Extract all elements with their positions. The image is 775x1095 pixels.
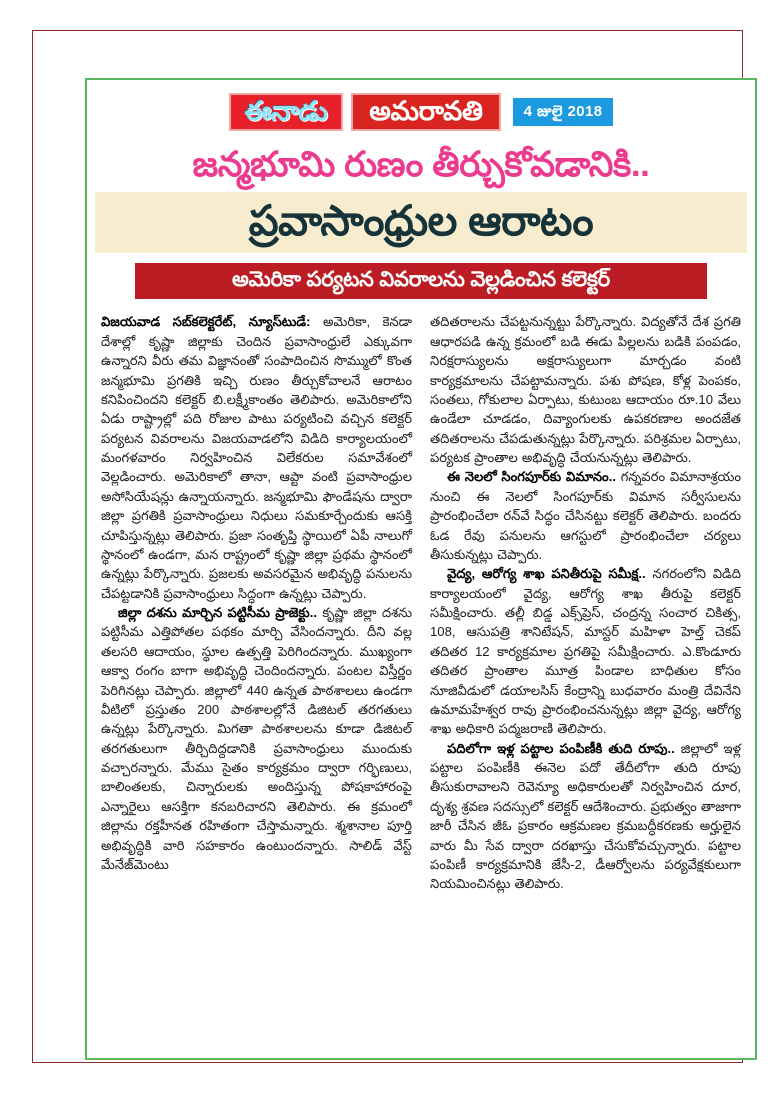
- headline-band: [95, 192, 747, 253]
- article-kicker: జన్మభూమి రుణం తీర్చుకోవడానికి..: [192, 145, 650, 184]
- paragraph-text: తదితరాలను చేపట్టనున్నట్టు పేర్కొన్నారు. విద్యతోనే దేశ ప్రగతి ఆధారపడి ఉన్న క్రమంలో బడి ఈడు పిల్లలను బడికి పంపడం, నిరక్షరాస్యులను అక్షరాస్యులుగా మార్చడం వంటి కార్యక్రమాలను చేపట్టామన్నారు. పశు పోషణ, కోళ్ల పెంపకం, సంతలు, గోకులాల ఏర్పాటు, కుటుంబ ఆదాయం రూ.10 వేలు ఉండేలా చూడడం, దివ్యాంగులకు ఉపకరణాల అందజేత తదితరాలను చేపడుతున్నట్లు పేర్కొన్నారు. పరిశ్రమల ఏర్పాటు, పర్యటక ప్రాంతాల అభివృద్ధి చేయనున్నట్లు తెలిపారు.: [430, 314, 741, 466]
- publication-logo-text: ఈనాడు: [244, 95, 328, 126]
- paragraph-text: నగరంలోని విడిది కార్యాలయంలో వైద్య, ఆరోగ్య శాఖ తీరుపై కలెక్టర్ సమీక్షించారు. తల్లీ బిడ్డ ఎక్స్‌ప్రెస్, చంద్రన్న సంచార చికిత్స, 108, ఆసుపత్రి శానిటేషన్, మాస్టర్ మహిళా హెల్త్ చెకప్ తదితర 12 కార్యక్రమాల ప్రగతిపై సమీక్షించారు. ఎ.కొండూరు తదితర ప్రాంతాల మూత్ర పిండాల బాధితుల కోసం నూజివీడులో డయాలసిస్ కేంద్రాన్ని బుధవారం మంత్రి దేవినేని ఉమామహేశ్వర రావు ప్రారంభించనున్నట్లు జిల్లా వైద్య, ఆరోగ్య శాఖ అధికారి పద్మజరాణి తెలిపారు.: [430, 566, 741, 737]
- body-column-right: [430, 312, 741, 893]
- sub-lede: వైద్య, ఆరోగ్య శాఖ పనితీరుపై సమీక్ష..: [447, 566, 646, 582]
- paragraph: [101, 603, 412, 874]
- dateline: విజయవాడ సబ్‌కలెక్టరేట్, న్యూస్‌టుడే:: [101, 314, 311, 330]
- article-headline: ప్రవాసాంధ్రుల ఆరాటం: [248, 197, 594, 245]
- edition-banner: [351, 93, 500, 131]
- edition-name: అమరావతి: [369, 95, 483, 126]
- article-subheadline: అమెరికా పర్యటన వివరాలను వెల్లడించిన కలెక్టర్: [232, 268, 610, 292]
- paragraph-text: కృష్ణా జిల్లా దశను పట్టిసీమ ఎత్తిపోతల పథకం మార్చి వేసిందన్నారు. దీని వల్ల తలసరి ఆదాయం, స్థూల ఉత్పత్తి పెరిగిందన్నారు. ముఖ్యంగా ఆక్వా రంగం బాగా అభివృద్ధి చెందిందన్నారు. పంటల విస్తీర్ణం పెరిగినట్లు చెప్పారు. జిల్లాలో 440 ఉన్నత పాఠశాలలు ఉండగా వీటిలో ప్రస్తుతం 200 పాఠశాలల్లోనే డిజిటల్ తరగతులు ఉన్నట్లు పేర్కొన్నారు. మిగతా పాఠశాలలను కూడా డిజిటల్ తరగతులుగా తీర్చిదిద్దడానికి ప్రవాసాంధ్రులు ముందుకు వచ్చారన్నారు. మేము సైతం కార్యక్రమం ద్వారా గర్భిణులు, బాలింతలకు, చిన్నారులకు అందిస్తున్న పోషకాహారంపై ఎన్నారైలు ఆసక్తిగా కనబరిచారని తెలిపారు. ఈ క్రమంలో జిల్లాను రక్తహీనత రహితంగా చేస్తామన్నారు. శ్మశానాల పూర్తి అభివృద్ధికి వారి సహకారం ఉంటుందన్నారు. సాలిడ్ వేస్ట్ మేనేజ్‌మెంటు: [101, 605, 412, 872]
- masthead: [87, 89, 755, 135]
- paragraph-text: జిల్లాలో ఇళ్ల పట్టాల పంపిణీకి ఈనెల పదో తేదీలోగా తుది రూపు తీసుకురావాలని రెవెన్యూ అధికారులతో నిర్వహించిన దూర, దృశ్య శ్రవణ సదస్సులో కలెక్టర్ ఆదేశించారు. ప్రభుత్వం తాజాగా జారీ చేసిన జీఓ ప్రకారం ఆక్రమణల క్రమబద్ధీకరణకు అర్హులైన వారు మీ సేవ ద్వారా దరఖాస్తు చేసుకోవచ్చున్నారు. పట్టాల పంపిణీ కార్యక్రమానికి జేసీ-2, డీఆర్వోలను పర్యవేక్షకులుగా నియమించినట్లు తెలిపారు.: [430, 740, 742, 892]
- paragraph-text: అమెరికా, కెనడా దేశాల్లో కృష్ణా జిల్లాకు చెందిన ప్రవాసాంధ్రులే ఎక్కువగా ఉన్నారని వీరు తమ విజ్ఞానంతో సంపాదించిన సొమ్ములో కొంత జన్మభూమి ప్రగతికి ఇచ్చి రుణం తీర్చుకోవాలనే ఆరాటం కనిపించిందని కలెక్టర్ బి.లక్ష్మీకాంతం తెలిపారు. అమెరికాలోని ఏడు రాష్ట్రాల్లో పది రోజుల పాటు పర్యటించి వచ్చిన కలెక్టర్ పర్యటన వివరాలను విజయవాడలోని విడిది కార్యాలయంలో మంగళవారం నిర్వహించిన విలేకరుల సమావేశంలో వెల్లడించారు. అమెరికాలో తానా, ఆప్టా వంటి ప్రవాసాంధ్రుల అసోసియేషన్లు ఉన్నాయన్నారు. జన్మభూమి ఫౌండేషను ద్వారా జిల్లా ప్రగతికి ప్రవాసాంధ్రులు నిధులు సమకూర్చేందుకు ఆసక్తి చూపిస్తున్నట్లు తెలిపారు. ప్రజా సంతృప్తి స్థాయిలో ఏపీ నాలుగో స్థానంలో ఉండగా, మన రాష్ట్రంలో కృష్ణా జిల్లా ప్రథమ స్థానంలో ఉన్నట్లు పేర్కొన్నారు. ప్రజలకు అవసరమైన అభివృద్ధి పనులను చేపట్టడానికి ప్రవాసాంధ్రులు సిద్ధంగా ఉన్నట్లు చెప్పారు.: [101, 314, 412, 601]
- publication-date-badge: 4 జులై 2018: [513, 98, 614, 126]
- publication-logo: [229, 93, 344, 131]
- paragraph: [101, 312, 412, 603]
- sub-lede: పదిలోగా ఇళ్ల పట్టాల పంపిణీకి తుది రూపు..: [447, 740, 675, 756]
- newspaper-clipping-outer-frame: [32, 30, 743, 1063]
- subheadline-band: [135, 263, 707, 299]
- body-column-left: [101, 312, 412, 893]
- newspaper-article-frame: [85, 78, 757, 1060]
- paragraph: [430, 564, 741, 738]
- sub-lede: ఈ నెలలో సింగపూర్‌కు విమానం..: [447, 469, 616, 485]
- paragraph: [430, 739, 741, 894]
- paragraph-text: గన్నవరం విమానాశ్రయం నుంచి ఈ నెలలో సింగపూర్‌కు విమాన సర్వీసులను ప్రారంభించేలా రన్‌వే సిద్ధం చేసినట్టు కలెక్టర్ తెలిపారు. బందరు ఓడ రేవు పనులను ఆగస్టులో ప్రారంభించేలా చర్యలు తీసుకున్నట్లు చెప్పారు.: [430, 469, 741, 562]
- sub-lede: జిల్లా దశను మార్చిన పట్టిసీమ ప్రాజెక్టు..: [118, 605, 317, 621]
- paragraph: [430, 312, 741, 467]
- paragraph: [430, 467, 741, 564]
- article-body: [101, 312, 741, 893]
